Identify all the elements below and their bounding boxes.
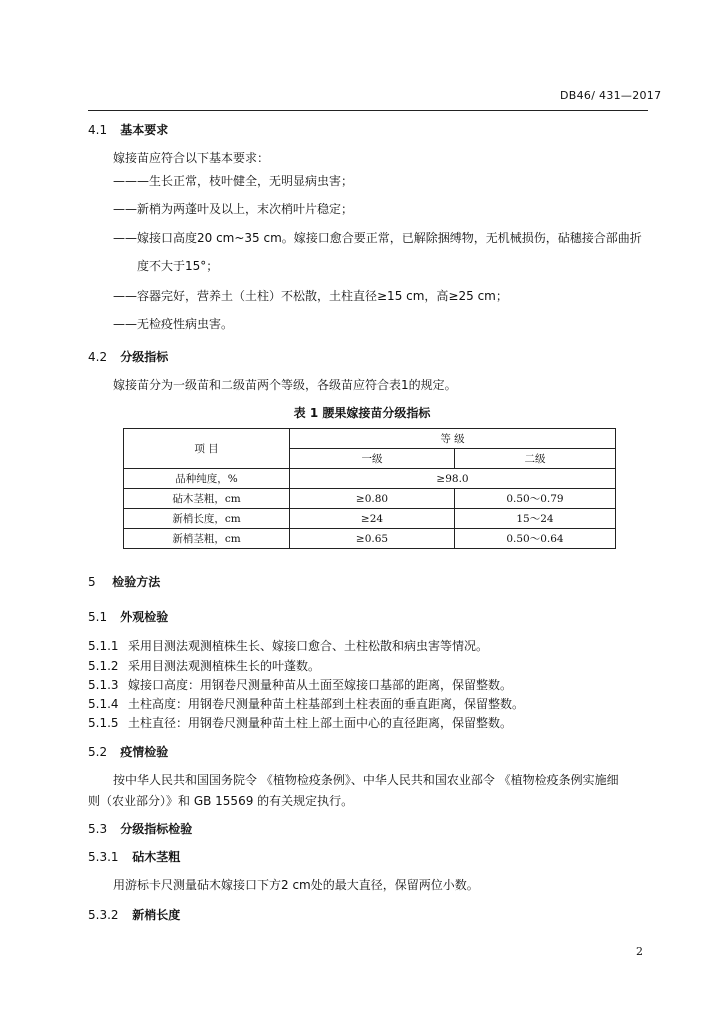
clause-text: 土柱直径：用钢卷尺测量种苗土柱上部土面中心的直径距离，保留整数。 [128,716,513,730]
list-item: ——新梢为两蓬叶及以上，末次梢叶片稳定； [113,202,354,216]
clause-number: 5.1.1 [88,639,119,653]
paragraph: 嫁接苗分为一级苗和二级苗两个等级，各级苗应符合表1的规定。 [113,378,457,392]
grading-table [123,428,616,549]
section-5-3-2-heading [88,906,180,923]
paragraph: 用游标卡尺测量砧木嫁接口下方2 cm处的最大直径，保留两位小数。 [113,878,479,892]
section-title: 砧木茎粗 [132,850,181,864]
section-title: 新梢长度 [132,908,181,922]
section-4-2-heading [88,348,168,365]
table-header-grade2: 二级 [455,449,616,469]
paragraph: 按中华人民共和国国务院令 《植物检疫条例》、中华人民共和国农业部令 《植物检疫条例实施细 [113,773,619,787]
table-cell: 0.50～0.64 [455,529,616,549]
table-row [124,469,616,489]
section-title: 基本要求 [120,123,169,137]
table-cell: ≥0.65 [290,529,455,549]
table-cell: 新梢茎粗，cm [124,529,290,549]
section-5-2-heading [88,743,168,760]
section-4-1-heading [88,121,168,138]
clause-text: 嫁接口高度：用钢卷尺测量种苗从土面至嫁接口基部的距离，保留整数。 [128,678,513,692]
section-title: 检验方法 [112,575,161,589]
clause-text: 采用目测法观测植株生长、嫁接口愈合、土柱松散和病虫害等情况。 [128,639,489,653]
clause [88,637,488,654]
table-cell: 0.50～0.79 [455,489,616,509]
list-item: ——容器完好，营养土（土柱）不松散，土柱直径≥15 cm，高≥25 cm； [113,289,508,303]
list-item: ——嫁接口高度20 cm~35 cm。嫁接口愈合要正常，已解除捆缚物，无机械损伤，砧穗接合部曲折 [113,231,642,245]
section-number: 5 [88,575,96,589]
clause-number: 5.1.5 [88,716,119,730]
section-number: 4.1 [88,123,108,137]
standard-code: DB46/ 431—2017 [560,89,662,102]
clause-number: 5.1.3 [88,678,119,692]
table-row [124,489,616,509]
clause [88,657,320,674]
section-5-3-1-heading [88,848,180,865]
table-cell: 15～24 [455,509,616,529]
section-number: 4.2 [88,350,108,364]
clause-number: 5.1.4 [88,697,119,711]
table-cell: 砧木茎粗，cm [124,489,290,509]
section-title: 疫情检验 [120,745,169,759]
section-title: 分级指标 [120,350,169,364]
clause [88,714,512,731]
list-item: ———生长正常，枝叶健全，无明显病虫害； [113,174,354,188]
table-row [124,529,616,549]
paragraph: 嫁接苗应符合以下基本要求： [113,151,270,165]
paragraph-continuation: 则（农业部分）》和 GB 15569 的有关规定执行。 [88,794,354,808]
section-number: 5.3 [88,822,108,836]
section-5-3-heading [88,820,192,837]
header-rule [88,110,648,111]
table-cell: ≥0.80 [290,489,455,509]
section-number: 5.1 [88,610,108,624]
section-number: 5.2 [88,745,108,759]
list-item-continuation: 度不大于15°； [137,259,219,273]
clause [88,695,524,712]
clause-text: 采用目测法观测植株生长的叶蓬数。 [128,659,321,673]
list-item: ——无检疫性病虫害。 [113,317,234,331]
section-title: 外观检验 [120,610,169,624]
table-header-grade1: 一级 [290,449,455,469]
table-cell: 品种纯度，% [124,469,290,489]
table-cell: ≥24 [290,509,455,529]
table-caption: 表 1 腰果嫁接苗分级指标 [293,406,431,420]
section-5-1-heading [88,608,168,625]
section-title: 分级指标检验 [120,822,193,836]
table-cell: ≥98.0 [290,469,616,489]
table-row [124,509,616,529]
section-number: 5.3.2 [88,908,119,922]
table-cell: 新梢长度，cm [124,509,290,529]
clause-text: 土柱高度：用钢卷尺测量种苗土柱基部到土柱表面的垂直距离，保留整数。 [128,697,525,711]
clause [88,676,512,693]
page-number: 2 [636,945,643,958]
clause-number: 5.1.2 [88,659,119,673]
section-5-heading [88,573,160,590]
section-number: 5.3.1 [88,850,119,864]
table-header-item: 项 目 [124,429,290,469]
table-header-grade: 等 级 [290,429,616,449]
